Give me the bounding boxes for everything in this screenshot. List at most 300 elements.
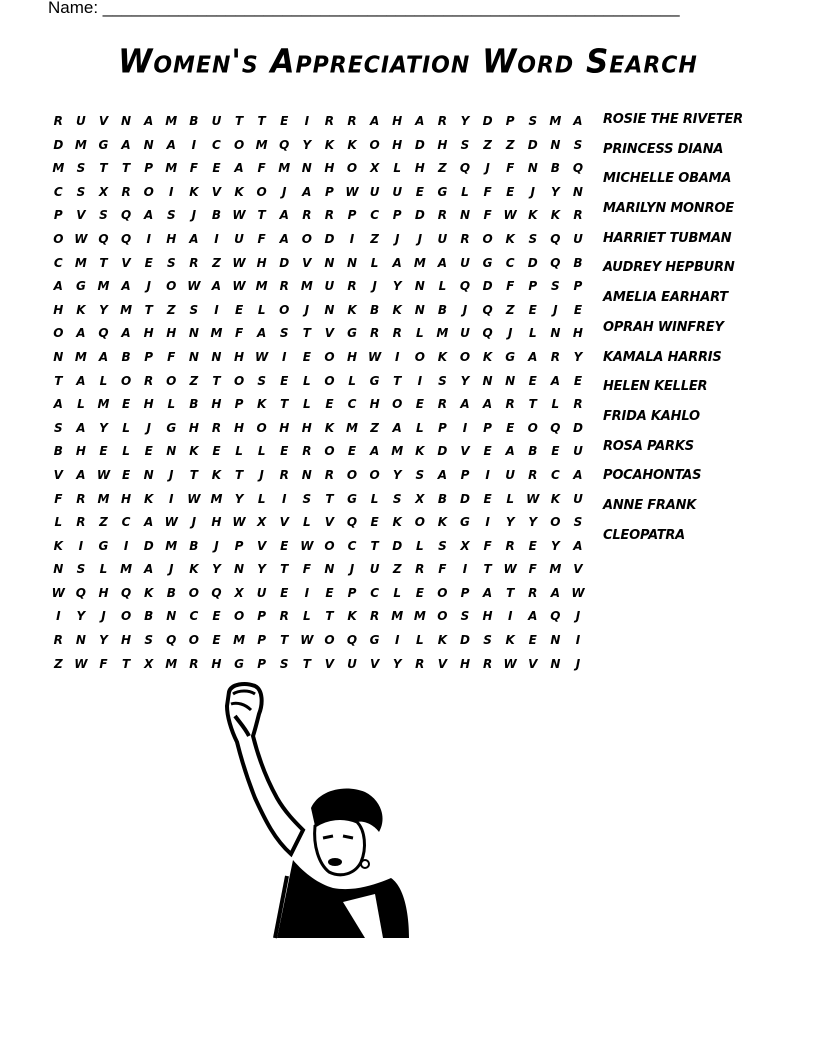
grid-letter[interactable]: K [144, 585, 154, 600]
grid-letter[interactable]: R [437, 397, 448, 412]
grid-letter[interactable]: G [482, 255, 493, 270]
grid-letter[interactable]: N [53, 562, 64, 577]
grid-letter[interactable]: N [459, 208, 470, 223]
grid-letter[interactable]: G [347, 326, 357, 341]
grid-letter[interactable]: H [166, 231, 177, 246]
grid-letter[interactable]: A [76, 326, 86, 341]
grid-letter[interactable]: D [392, 538, 403, 553]
grid-letter[interactable]: E [280, 444, 289, 459]
grid-letter[interactable]: H [166, 326, 177, 341]
grid-letter[interactable]: O [482, 231, 493, 246]
grid-letter[interactable]: Q [550, 255, 561, 270]
grid-letter[interactable]: O [53, 326, 64, 341]
grid-letter[interactable]: X [98, 184, 109, 199]
grid-letter[interactable]: R [279, 609, 289, 624]
grid-letter[interactable]: T [325, 491, 334, 506]
grid-letter[interactable]: R [573, 397, 583, 412]
grid-letter[interactable]: O [166, 279, 177, 294]
grid-letter[interactable]: I [394, 633, 400, 648]
grid-letter[interactable]: F [234, 326, 244, 341]
grid-letter[interactable]: F [189, 161, 198, 176]
grid-letter[interactable]: F [483, 184, 492, 199]
grid-letter[interactable]: A [144, 515, 154, 530]
grid-letter[interactable]: F [438, 562, 447, 577]
grid-letter[interactable]: H [98, 585, 109, 600]
grid-letter[interactable]: K [347, 609, 357, 624]
grid-letter[interactable]: D [53, 137, 64, 152]
grid-letter[interactable]: M [255, 279, 268, 294]
grid-letter[interactable]: C [212, 137, 221, 152]
grid-letter[interactable]: A [505, 444, 515, 459]
grid-letter[interactable]: W [255, 349, 269, 364]
grid-letter[interactable]: O [414, 515, 425, 530]
grid-letter[interactable]: I [169, 491, 174, 506]
grid-letter[interactable]: E [415, 397, 424, 412]
grid-letter[interactable]: R [279, 467, 289, 482]
grid-letter[interactable]: O [324, 444, 335, 459]
grid-letter[interactable]: N [75, 633, 86, 648]
grid-letter[interactable]: W [74, 656, 88, 671]
grid-letter[interactable]: P [528, 279, 538, 294]
grid-letter[interactable]: O [324, 373, 335, 388]
grid-letter[interactable]: J [259, 467, 264, 482]
grid-letter[interactable]: S [76, 161, 86, 176]
grid-letter[interactable]: K [53, 538, 63, 553]
grid-letter[interactable]: M [74, 255, 87, 270]
grid-letter[interactable]: G [234, 656, 244, 671]
grid-letter[interactable]: O [437, 609, 448, 624]
grid-letter[interactable]: M [549, 114, 562, 128]
grid-letter[interactable]: J [191, 208, 197, 223]
grid-letter[interactable]: Z [505, 302, 515, 317]
grid-letter[interactable]: E [573, 302, 583, 317]
grid-letter[interactable]: Q [346, 633, 358, 648]
grid-letter[interactable]: E [144, 255, 153, 270]
grid-letter[interactable]: Z [370, 420, 379, 435]
grid-letter[interactable]: E [528, 302, 537, 317]
grid-letter[interactable]: W [526, 491, 540, 506]
grid-letter[interactable]: P [325, 184, 334, 199]
grid-letter[interactable]: I [485, 515, 490, 530]
grid-letter[interactable]: S [279, 656, 289, 671]
grid-letter[interactable]: Q [550, 231, 561, 246]
grid-letter[interactable]: L [370, 491, 379, 506]
grid-letter[interactable]: O [233, 137, 245, 152]
grid-letter[interactable]: C [121, 515, 131, 530]
grid-letter[interactable]: F [257, 161, 266, 176]
grid-letter[interactable]: Z [166, 302, 176, 317]
grid-letter[interactable]: R [144, 373, 154, 388]
grid-letter[interactable]: Z [505, 137, 515, 152]
grid-letter[interactable]: A [369, 114, 380, 128]
grid-letter[interactable]: T [144, 302, 153, 317]
grid-letter[interactable]: Q [120, 231, 132, 246]
grid-letter[interactable]: A [482, 585, 493, 600]
grid-letter[interactable]: I [78, 538, 84, 553]
grid-letter[interactable]: N [550, 326, 561, 341]
grid-letter[interactable]: G [166, 420, 177, 435]
grid-letter[interactable]: O [188, 633, 199, 648]
grid-letter[interactable]: U [76, 114, 86, 128]
grid-letter[interactable]: U [369, 184, 380, 199]
grid-letter[interactable]: Z [189, 373, 199, 388]
grid-letter[interactable]: Y [99, 633, 108, 648]
grid-letter[interactable]: J [146, 279, 151, 294]
grid-letter[interactable]: L [393, 161, 402, 176]
grid-letter[interactable]: Y [392, 467, 402, 482]
grid-letter[interactable]: A [189, 231, 199, 246]
grid-letter[interactable]: J [304, 302, 310, 317]
grid-letter[interactable]: O [120, 373, 132, 388]
grid-letter[interactable]: Y [551, 538, 560, 553]
grid-letter[interactable]: A [437, 467, 448, 482]
grid-letter[interactable]: A [144, 208, 154, 223]
grid-letter[interactable]: A [528, 609, 538, 624]
grid-letter[interactable]: K [437, 633, 448, 648]
grid-letter[interactable]: O [233, 609, 245, 624]
grid-letter[interactable]: K [415, 444, 425, 459]
grid-letter[interactable]: O [369, 137, 380, 152]
grid-letter[interactable]: Q [279, 137, 290, 152]
grid-letter[interactable]: S [415, 467, 425, 482]
grid-letter[interactable]: N [414, 302, 425, 317]
grid-letter[interactable]: E [415, 184, 424, 199]
grid-letter[interactable]: D [482, 279, 493, 294]
grid-letter[interactable]: O [369, 467, 380, 482]
grid-letter[interactable]: R [573, 208, 583, 223]
grid-letter[interactable]: T [302, 326, 311, 341]
grid-letter[interactable]: V [98, 114, 109, 128]
grid-letter[interactable]: P [392, 208, 402, 223]
grid-letter[interactable]: M [52, 161, 65, 176]
grid-letter[interactable]: R [324, 208, 335, 223]
grid-letter[interactable]: W [300, 633, 314, 648]
grid-letter[interactable]: R [437, 208, 448, 223]
grid-letter[interactable]: K [550, 208, 561, 223]
grid-letter[interactable]: N [166, 444, 177, 459]
grid-letter[interactable]: R [121, 184, 131, 199]
grid-letter[interactable]: V [324, 326, 335, 341]
grid-letter[interactable]: Q [98, 231, 109, 246]
name-field[interactable]: Name: _____________________________________________________________ [48, 0, 680, 17]
grid-letter[interactable]: Z [392, 562, 402, 577]
grid-letter[interactable]: E [506, 184, 515, 199]
grid-letter[interactable]: A [392, 255, 402, 270]
grid-letter[interactable]: D [437, 444, 448, 459]
grid-letter[interactable]: H [121, 633, 132, 648]
grid-letter[interactable]: P [437, 420, 447, 435]
grid-letter[interactable]: I [462, 420, 468, 435]
grid-letter[interactable]: G [460, 515, 470, 530]
grid-letter[interactable]: E [212, 444, 221, 459]
grid-letter[interactable]: D [572, 420, 583, 435]
grid-letter[interactable]: P [483, 420, 492, 435]
grid-letter[interactable]: R [528, 467, 538, 482]
grid-letter[interactable]: P [573, 279, 583, 294]
grid-letter[interactable]: Z [370, 231, 379, 246]
grid-letter[interactable]: E [280, 538, 289, 553]
grid-letter[interactable]: E [121, 397, 131, 412]
grid-letter[interactable]: A [53, 397, 63, 412]
grid-letter[interactable]: N [505, 373, 516, 388]
grid-letter[interactable]: T [189, 467, 198, 482]
grid-letter[interactable]: P [144, 349, 154, 364]
grid-letter[interactable]: K [347, 302, 357, 317]
grid-letter[interactable]: T [325, 609, 334, 624]
grid-letter[interactable]: K [234, 184, 244, 199]
grid-letter[interactable]: I [282, 349, 287, 364]
grid-letter[interactable]: R [482, 656, 493, 671]
grid-letter[interactable]: S [166, 255, 176, 270]
grid-letter[interactable]: R [505, 397, 515, 412]
grid-letter[interactable]: D [414, 208, 425, 223]
grid-letter[interactable]: B [144, 609, 154, 624]
grid-letter[interactable]: V [573, 562, 583, 577]
grid-letter[interactable]: B [573, 255, 583, 270]
grid-letter[interactable]: T [212, 373, 221, 388]
grid-letter[interactable]: R [415, 562, 425, 577]
grid-letter[interactable]: W [503, 562, 517, 577]
grid-letter[interactable]: M [120, 302, 133, 317]
grid-letter[interactable]: E [415, 585, 424, 600]
grid-letter[interactable]: Y [505, 515, 515, 530]
grid-letter[interactable]: T [257, 208, 266, 223]
grid-letter[interactable]: S [483, 633, 492, 648]
grid-letter[interactable]: P [505, 114, 515, 128]
grid-letter[interactable]: O [346, 161, 358, 176]
grid-letter[interactable]: H [369, 397, 380, 412]
grid-letter[interactable]: E [280, 114, 289, 128]
grid-letter[interactable]: M [391, 444, 404, 459]
grid-letter[interactable]: A [211, 279, 222, 294]
grid-letter[interactable]: A [302, 184, 312, 199]
grid-letter[interactable]: O [459, 349, 471, 364]
grid-letter[interactable]: N [324, 255, 335, 270]
grid-letter[interactable]: W [232, 255, 246, 270]
grid-letter[interactable]: R [324, 114, 335, 128]
grid-letter[interactable]: D [143, 538, 154, 553]
grid-letter[interactable]: X [415, 491, 425, 506]
grid-letter[interactable]: A [437, 255, 448, 270]
grid-letter[interactable]: E [528, 373, 537, 388]
grid-letter[interactable]: A [550, 373, 560, 388]
grid-letter[interactable]: M [165, 114, 178, 128]
grid-letter[interactable]: S [460, 137, 470, 152]
grid-letter[interactable]: M [210, 326, 223, 341]
grid-letter[interactable]: L [303, 373, 311, 388]
grid-letter[interactable]: I [462, 562, 468, 577]
grid-letter[interactable]: F [54, 491, 63, 506]
grid-letter[interactable]: M [346, 420, 358, 435]
grid-letter[interactable]: A [279, 231, 289, 246]
grid-letter[interactable]: F [483, 538, 492, 553]
grid-letter[interactable]: O [414, 349, 425, 364]
grid-letter[interactable]: E [234, 302, 244, 317]
grid-letter[interactable]: E [302, 349, 311, 364]
grid-letter[interactable]: X [460, 538, 470, 553]
grid-letter[interactable]: Y [302, 137, 312, 152]
grid-letter[interactable]: A [256, 326, 267, 341]
grid-letter[interactable]: H [143, 326, 154, 341]
grid-letter[interactable]: R [189, 255, 199, 270]
grid-letter[interactable]: L [122, 420, 130, 435]
grid-letter[interactable]: A [121, 326, 131, 341]
grid-letter[interactable]: H [75, 444, 86, 459]
grid-letter[interactable]: L [257, 302, 266, 317]
grid-letter[interactable]: I [123, 538, 129, 553]
grid-letter[interactable]: Y [99, 302, 108, 317]
grid-letter[interactable]: L [303, 397, 311, 412]
grid-letter[interactable]: O [256, 420, 267, 435]
grid-letter[interactable]: K [347, 137, 357, 152]
grid-letter[interactable]: J [169, 467, 174, 482]
grid-letter[interactable]: E [528, 538, 537, 553]
grid-letter[interactable]: I [417, 373, 423, 388]
grid-letter[interactable]: L [235, 444, 243, 459]
grid-letter[interactable]: T [121, 161, 131, 176]
grid-letter[interactable]: N [188, 326, 199, 341]
grid-letter[interactable]: Q [482, 302, 493, 317]
grid-letter[interactable]: L [506, 491, 514, 506]
grid-letter[interactable]: K [324, 420, 335, 435]
grid-letter[interactable]: F [528, 562, 537, 577]
grid-letter[interactable]: A [98, 349, 109, 364]
grid-letter[interactable]: U [505, 467, 516, 482]
grid-letter[interactable]: V [211, 184, 222, 199]
grid-letter[interactable]: H [346, 349, 358, 364]
grid-letter[interactable]: H [121, 491, 132, 506]
grid-letter[interactable]: U [256, 585, 267, 600]
grid-letter[interactable]: N [121, 114, 132, 128]
grid-letter[interactable]: L [415, 538, 424, 553]
grid-letter[interactable]: C [347, 397, 357, 412]
grid-letter[interactable]: O [143, 184, 154, 199]
grid-letter[interactable]: T [280, 562, 289, 577]
grid-letter[interactable]: E [325, 397, 334, 412]
grid-letter[interactable]: V [256, 538, 267, 553]
grid-letter[interactable]: H [437, 137, 448, 152]
grid-letter[interactable]: B [528, 444, 538, 459]
grid-letter[interactable]: J [417, 231, 423, 246]
grid-letter[interactable]: T [54, 373, 63, 388]
grid-letter[interactable]: U [460, 326, 470, 341]
grid-letter[interactable]: A [76, 467, 86, 482]
grid-letter[interactable]: I [304, 114, 310, 128]
grid-letter[interactable]: X [257, 515, 267, 530]
grid-letter[interactable]: M [255, 137, 268, 152]
grid-letter[interactable]: I [349, 231, 355, 246]
grid-letter[interactable]: K [211, 467, 222, 482]
grid-letter[interactable]: S [99, 208, 108, 223]
grid-letter[interactable]: M [233, 633, 246, 648]
grid-letter[interactable]: O [392, 397, 403, 412]
grid-letter[interactable]: Q [166, 633, 177, 648]
grid-letter[interactable]: A [121, 279, 131, 294]
grid-letter[interactable]: L [77, 397, 85, 412]
grid-letter[interactable]: R [392, 326, 402, 341]
grid-letter[interactable]: T [121, 656, 131, 671]
grid-letter[interactable]: L [528, 326, 537, 341]
grid-letter[interactable]: W [164, 515, 178, 530]
grid-letter[interactable]: M [436, 326, 449, 341]
grid-letter[interactable]: N [482, 373, 493, 388]
grid-letter[interactable]: H [301, 420, 312, 435]
grid-letter[interactable]: Q [75, 585, 86, 600]
grid-letter[interactable]: P [257, 609, 267, 624]
grid-letter[interactable]: M [278, 161, 291, 176]
grid-letter[interactable]: M [97, 397, 110, 412]
grid-letter[interactable]: O [166, 373, 177, 388]
grid-letter[interactable]: W [232, 515, 246, 530]
grid-letter[interactable]: L [438, 279, 447, 294]
grid-letter[interactable]: J [575, 656, 581, 671]
grid-letter[interactable]: T [483, 562, 492, 577]
grid-letter[interactable]: L [393, 585, 402, 600]
grid-letter[interactable]: K [392, 302, 402, 317]
grid-letter[interactable]: H [143, 397, 154, 412]
grid-letter[interactable]: E [506, 420, 515, 435]
grid-letter[interactable]: Y [392, 279, 402, 294]
grid-letter[interactable]: T [99, 161, 108, 176]
grid-letter[interactable]: I [575, 633, 581, 648]
grid-letter[interactable]: Y [460, 114, 470, 128]
grid-letter[interactable]: O [324, 349, 335, 364]
grid-letter[interactable]: W [300, 538, 314, 553]
grid-letter[interactable]: L [54, 515, 63, 530]
grid-letter[interactable]: H [234, 420, 245, 435]
grid-letter[interactable]: J [462, 302, 468, 317]
grid-letter[interactable]: R [53, 633, 63, 648]
grid-letter[interactable]: L [167, 397, 176, 412]
grid-letter[interactable]: O [301, 231, 312, 246]
grid-letter[interactable]: E [212, 161, 221, 176]
grid-letter[interactable]: B [437, 302, 447, 317]
grid-letter[interactable]: M [300, 279, 313, 294]
grid-letter[interactable]: S [144, 633, 153, 648]
grid-letter[interactable]: G [369, 373, 380, 388]
grid-letter[interactable]: E [573, 373, 583, 388]
grid-letter[interactable]: F [302, 562, 311, 577]
grid-letter[interactable]: H [392, 114, 403, 128]
grid-letter[interactable]: E [144, 444, 153, 459]
grid-letter[interactable]: O [550, 515, 561, 530]
grid-letter[interactable]: T [234, 114, 244, 128]
grid-letter[interactable]: I [304, 585, 310, 600]
grid-letter[interactable]: H [324, 161, 335, 176]
grid-letter[interactable]: R [279, 279, 289, 294]
grid-letter[interactable]: Z [99, 515, 108, 530]
grid-letter[interactable]: Q [459, 161, 471, 176]
grid-letter[interactable]: U [347, 656, 357, 671]
grid-letter[interactable]: B [189, 114, 199, 128]
grid-letter[interactable]: V [324, 515, 335, 530]
grid-letter[interactable]: K [482, 349, 493, 364]
grid-letter[interactable]: B [189, 397, 199, 412]
grid-letter[interactable]: P [460, 467, 470, 482]
grid-letter[interactable]: I [191, 137, 197, 152]
grid-letter[interactable]: A [166, 137, 176, 152]
grid-letter[interactable]: O [346, 467, 358, 482]
grid-letter[interactable]: J [191, 515, 197, 530]
grid-letter[interactable]: M [97, 491, 110, 506]
grid-letter[interactable]: U [573, 231, 583, 246]
grid-letter[interactable]: G [347, 491, 357, 506]
grid-letter[interactable]: M [413, 255, 426, 270]
grid-letter[interactable]: D [279, 255, 290, 270]
grid-letter[interactable]: N [324, 302, 335, 317]
grid-letter[interactable]: R [550, 349, 560, 364]
grid-letter[interactable]: F [99, 656, 108, 671]
